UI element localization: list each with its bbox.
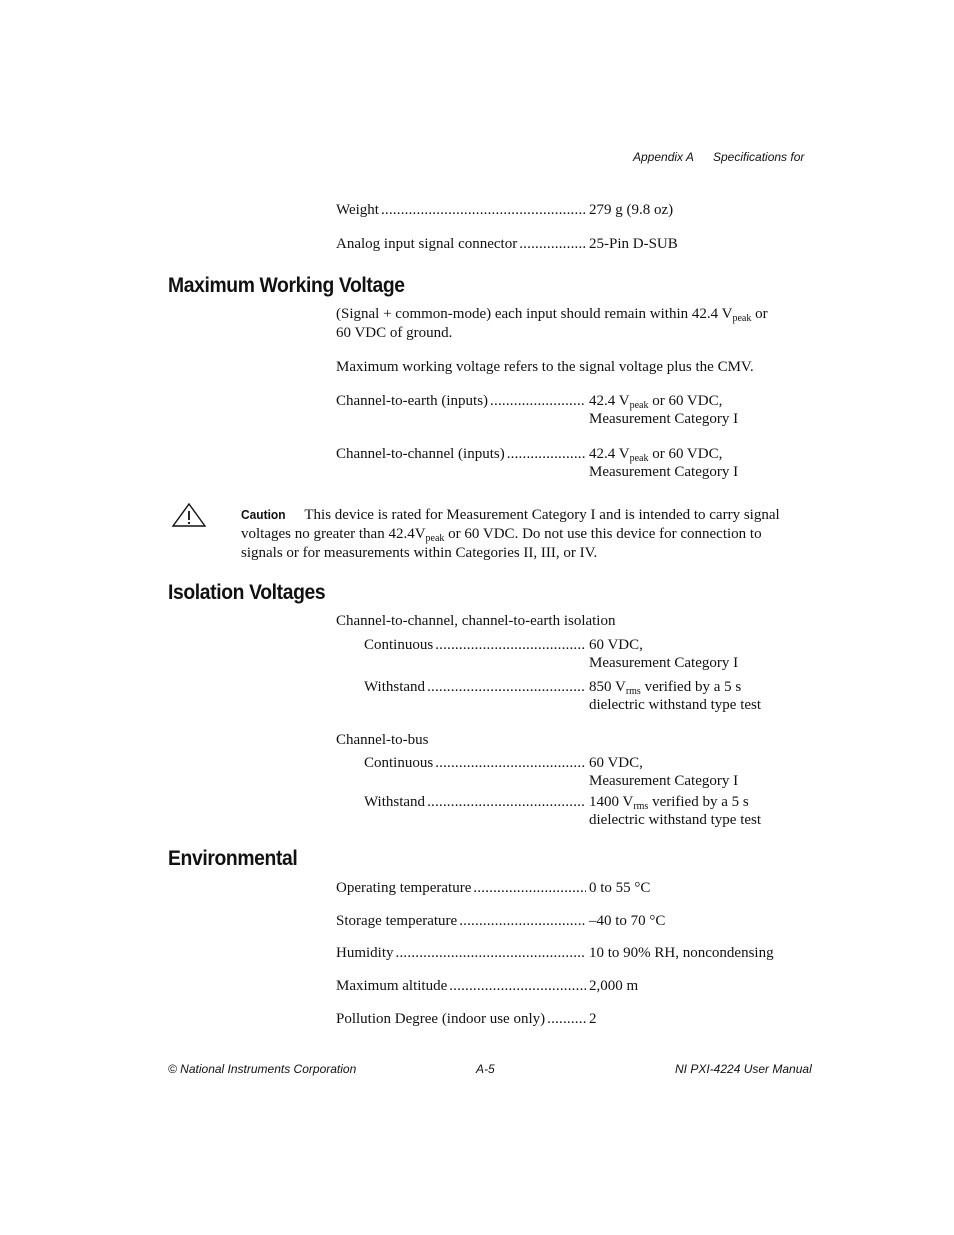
- spec-value: [589, 754, 738, 790]
- mwv-paragraph-2: Maximum working voltage refers to the signal voltage plus the CMV.: [336, 359, 754, 375]
- leader-dots: [459, 912, 586, 930]
- spec-label: Channel-to-earth (inputs): [336, 393, 489, 409]
- spec-value: 25-Pin D-SUB: [589, 236, 678, 252]
- subscript: peak: [629, 453, 649, 464]
- spec-value: 2: [589, 1011, 597, 1027]
- text: 60 VDC of ground.: [336, 325, 453, 341]
- caution-label: Caution: [241, 507, 286, 522]
- spec-value: [589, 678, 761, 714]
- text: This device is rated for Measurement Category I and is intended to carry signal: [304, 507, 780, 523]
- caution-note: [241, 505, 801, 563]
- footer-copyright: © National Instruments Corporation: [168, 1062, 357, 1076]
- text: Measurement Category I: [589, 655, 739, 671]
- text: 60 VDC,: [589, 637, 643, 653]
- spec-label: Weight: [336, 202, 379, 218]
- spec-label: Continuous: [364, 755, 434, 771]
- text: verified by a 5 s: [648, 794, 749, 810]
- text: Measurement Category I: [589, 773, 739, 789]
- leader-dots: [490, 392, 586, 410]
- text: or 60 VDC,: [648, 393, 723, 409]
- spec-value: 2,000 m: [589, 978, 639, 994]
- text: (Signal + common-mode) each input should remain within 42.4 V: [336, 306, 733, 322]
- text: 1400 V: [589, 794, 634, 810]
- leader-dots: [396, 944, 586, 962]
- spec-label: Pollution Degree (indoor use only): [336, 1011, 546, 1027]
- text: or: [751, 306, 768, 322]
- spec-value: 279 g (9.8 oz): [589, 202, 674, 218]
- isolation-group-1-title: Channel-to-channel, channel-to-earth isolation: [336, 613, 616, 629]
- text: 850 V: [589, 679, 626, 695]
- spec-value: [589, 636, 738, 672]
- text: 42.4 V: [589, 393, 630, 409]
- subscript: peak: [732, 313, 752, 324]
- leader-dots: [473, 879, 586, 897]
- leader-dots: [507, 445, 586, 463]
- spec-value: [589, 445, 738, 481]
- leader-dots: [519, 235, 586, 253]
- text: Measurement Category I: [589, 464, 739, 480]
- header-section: Specifications for: [713, 150, 805, 164]
- spec-value: –40 to 70 °C: [589, 913, 666, 929]
- leader-dots: [381, 201, 586, 219]
- section-title-isolation-voltages: Isolation Voltages: [168, 581, 326, 604]
- spec-label: Humidity: [336, 945, 394, 961]
- text: 42.4 V: [589, 446, 630, 462]
- spec-label: Withstand: [364, 679, 426, 695]
- leader-dots: [427, 793, 586, 811]
- spec-value: [589, 793, 761, 829]
- text: 60 VDC,: [589, 755, 643, 771]
- isolation-group-2-title: Channel-to-bus: [336, 732, 429, 748]
- subscript: rms: [633, 801, 649, 812]
- spec-label: Channel-to-channel (inputs): [336, 446, 505, 462]
- spec-label: Analog input signal connector: [336, 236, 518, 252]
- spec-label: Storage temperature: [336, 913, 458, 929]
- spec-value: 0 to 55 °C: [589, 880, 651, 896]
- text: voltages no greater than 42.4V: [241, 526, 426, 542]
- subscript: peak: [629, 400, 649, 411]
- spec-label: Operating temperature: [336, 880, 472, 896]
- text: dielectric withstand type test: [589, 812, 762, 828]
- text: signals or for measurements within Categories II, III, or IV.: [241, 545, 598, 561]
- leader-dots: [435, 754, 586, 772]
- spec-value: [589, 392, 738, 428]
- mwv-paragraph-1: [336, 305, 806, 343]
- text: dielectric withstand type test: [589, 697, 762, 713]
- spec-label: Maximum altitude: [336, 978, 448, 994]
- leader-dots: [449, 977, 586, 995]
- header-appendix: Appendix A: [633, 150, 694, 164]
- leader-dots: [547, 1010, 586, 1028]
- leader-dots: [435, 636, 586, 654]
- text: verified by a 5 s: [640, 679, 742, 695]
- spec-value: 10 to 90% RH, noncondensing: [589, 945, 774, 961]
- subscript: rms: [625, 686, 641, 697]
- spec-label: Withstand: [364, 794, 426, 810]
- spec-label: Continuous: [364, 637, 434, 653]
- subscript: peak: [425, 533, 445, 544]
- text: or 60 VDC,: [648, 446, 723, 462]
- leader-dots: [427, 678, 586, 696]
- text: or 60 VDC. Do not use this device for connection to: [444, 526, 762, 542]
- text: Measurement Category I: [589, 411, 739, 427]
- caution-triangle-icon: [170, 502, 208, 528]
- footer-page-number: A-5: [476, 1062, 495, 1076]
- footer-manual-title: NI PXI-4224 User Manual: [675, 1062, 812, 1076]
- section-title-max-working-voltage: Maximum Working Voltage: [168, 274, 405, 297]
- section-title-environmental: Environmental: [168, 847, 298, 870]
